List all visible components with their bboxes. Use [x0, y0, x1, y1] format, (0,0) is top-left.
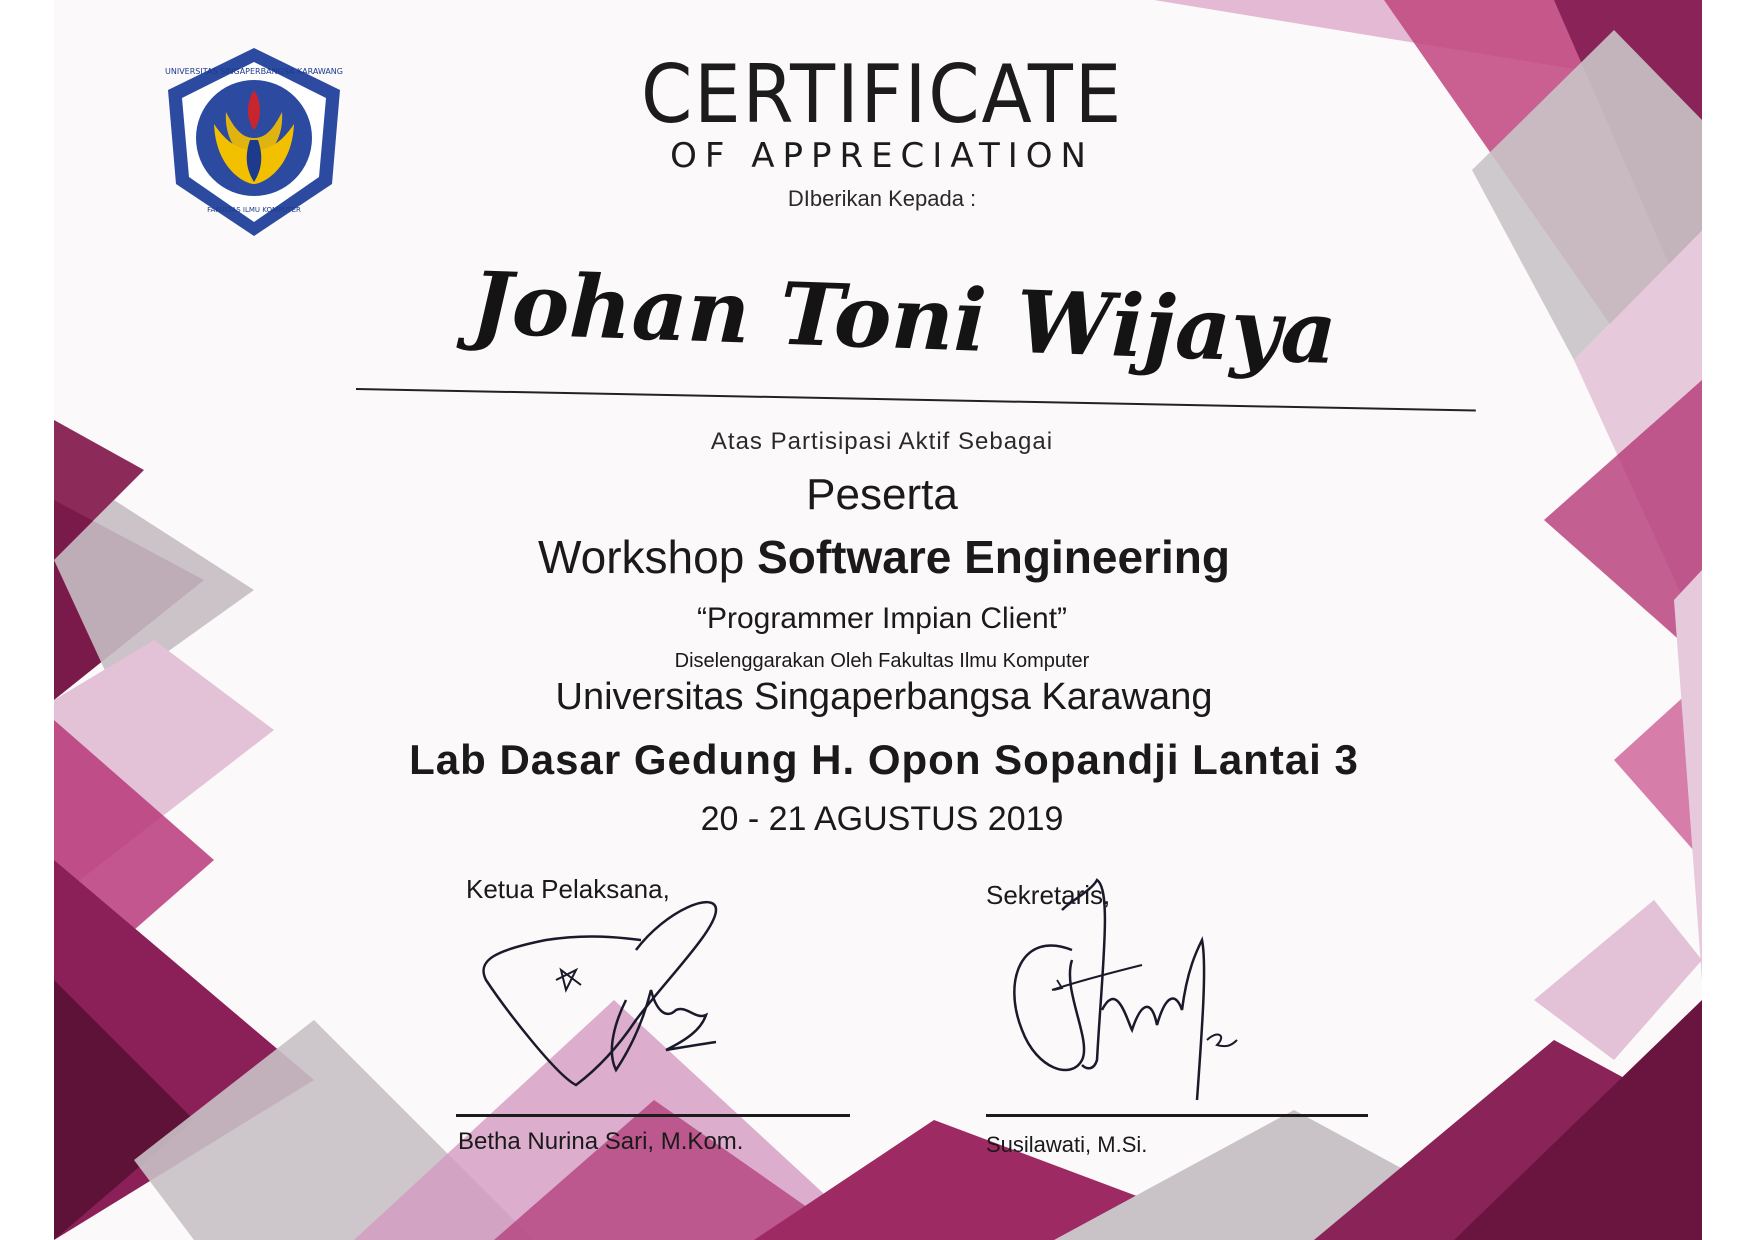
participation-label: Atas Partisipasi Aktif Sebagai: [710, 428, 1054, 455]
event-name: Software Engineering: [757, 531, 1230, 583]
signature-1-line: [456, 1114, 850, 1117]
venue: Lab Dasar Gedung H. Opon Sopandji Lantai 3: [409, 736, 1359, 783]
participant-role: Peserta: [806, 470, 958, 519]
certificate-subtitle: OF APPRECIATION: [670, 136, 1094, 176]
certificate-paper: [54, 0, 1702, 1240]
event-date: 20 - 21 AGUSTUS 2019: [700, 800, 1064, 838]
signature-1-icon: [466, 870, 806, 1110]
recipient-name: Johan Toni Wijaya: [469, 252, 1339, 385]
certificate-title: CERTIFICATE: [640, 48, 1124, 141]
organizer-line: Diselenggarakan Oleh Fakultas Ilmu Komputer: [674, 650, 1090, 672]
signer-1-role: Ketua Pelaksana,: [466, 874, 670, 904]
logo-bottom-text: FAKULTAS ILMU KOMPUTER: [207, 206, 301, 214]
signature-2-icon: [1002, 870, 1302, 1140]
given-to-label: DIberikan Kepada :: [787, 186, 977, 211]
event-prefix: Workshop: [538, 531, 745, 583]
university-name: Universitas Singaperbangsa Karawang: [555, 676, 1213, 718]
signer-1-name: Betha Nurina Sari, M.Kom.: [458, 1128, 744, 1155]
event-title: [424, 530, 1344, 584]
event-theme: “Programmer Impian Client”: [696, 602, 1068, 635]
signature-2-line: [986, 1114, 1368, 1117]
signer-2-name: Susilawati, M.Si.: [986, 1132, 1148, 1157]
signer-2-role: Sekretaris,: [986, 880, 1111, 910]
logo-ring-text: UNIVERSITAS SINGAPERBANGSA KARAWANG: [165, 67, 343, 76]
university-emblem-icon: [154, 42, 354, 242]
